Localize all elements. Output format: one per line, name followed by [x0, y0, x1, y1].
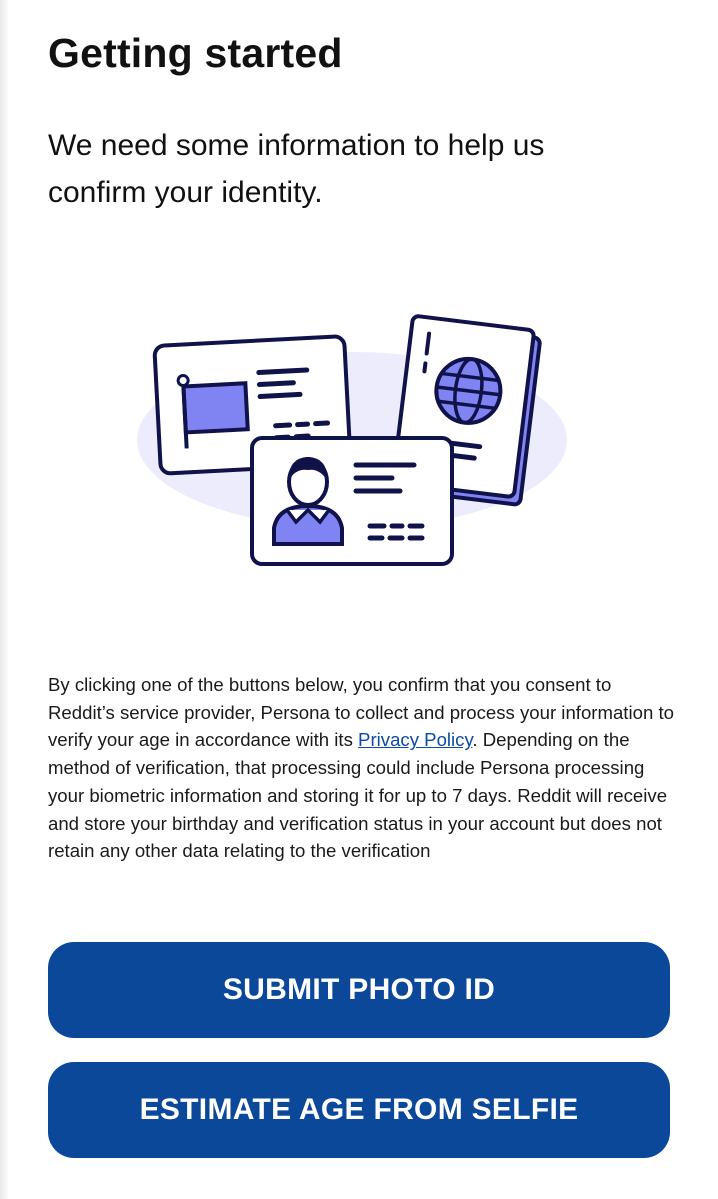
consent-text — [48, 671, 678, 865]
submit-photo-id-button[interactable]: SUBMIT PHOTO ID — [48, 942, 670, 1038]
privacy-policy-link[interactable]: Privacy Policy — [358, 729, 473, 751]
consent-text-after-link: . Depending on the method of verification, that processing could include Persona processing your biometric information and storing it for up to 7 days. Reddit will receive and store your birthday and verification status in your account but does not retain any other data relating to the verification — [48, 729, 668, 862]
page-title: Getting started — [48, 30, 343, 76]
photo-id-card-icon — [252, 438, 452, 564]
page-subtitle: We need some information to help us confirm your identity. — [48, 129, 545, 209]
estimate-age-from-selfie-button[interactable]: ESTIMATE AGE FROM SELFIE — [48, 1062, 670, 1158]
left-edge-shadow — [0, 0, 10, 1199]
identity-documents-illustration — [130, 300, 580, 580]
consent-text-before-link: By clicking one of the buttons below, you confirm that you consent to Reddit’s service provider, Persona to collect and process your information to verify your age in accordance with its — [48, 674, 674, 751]
